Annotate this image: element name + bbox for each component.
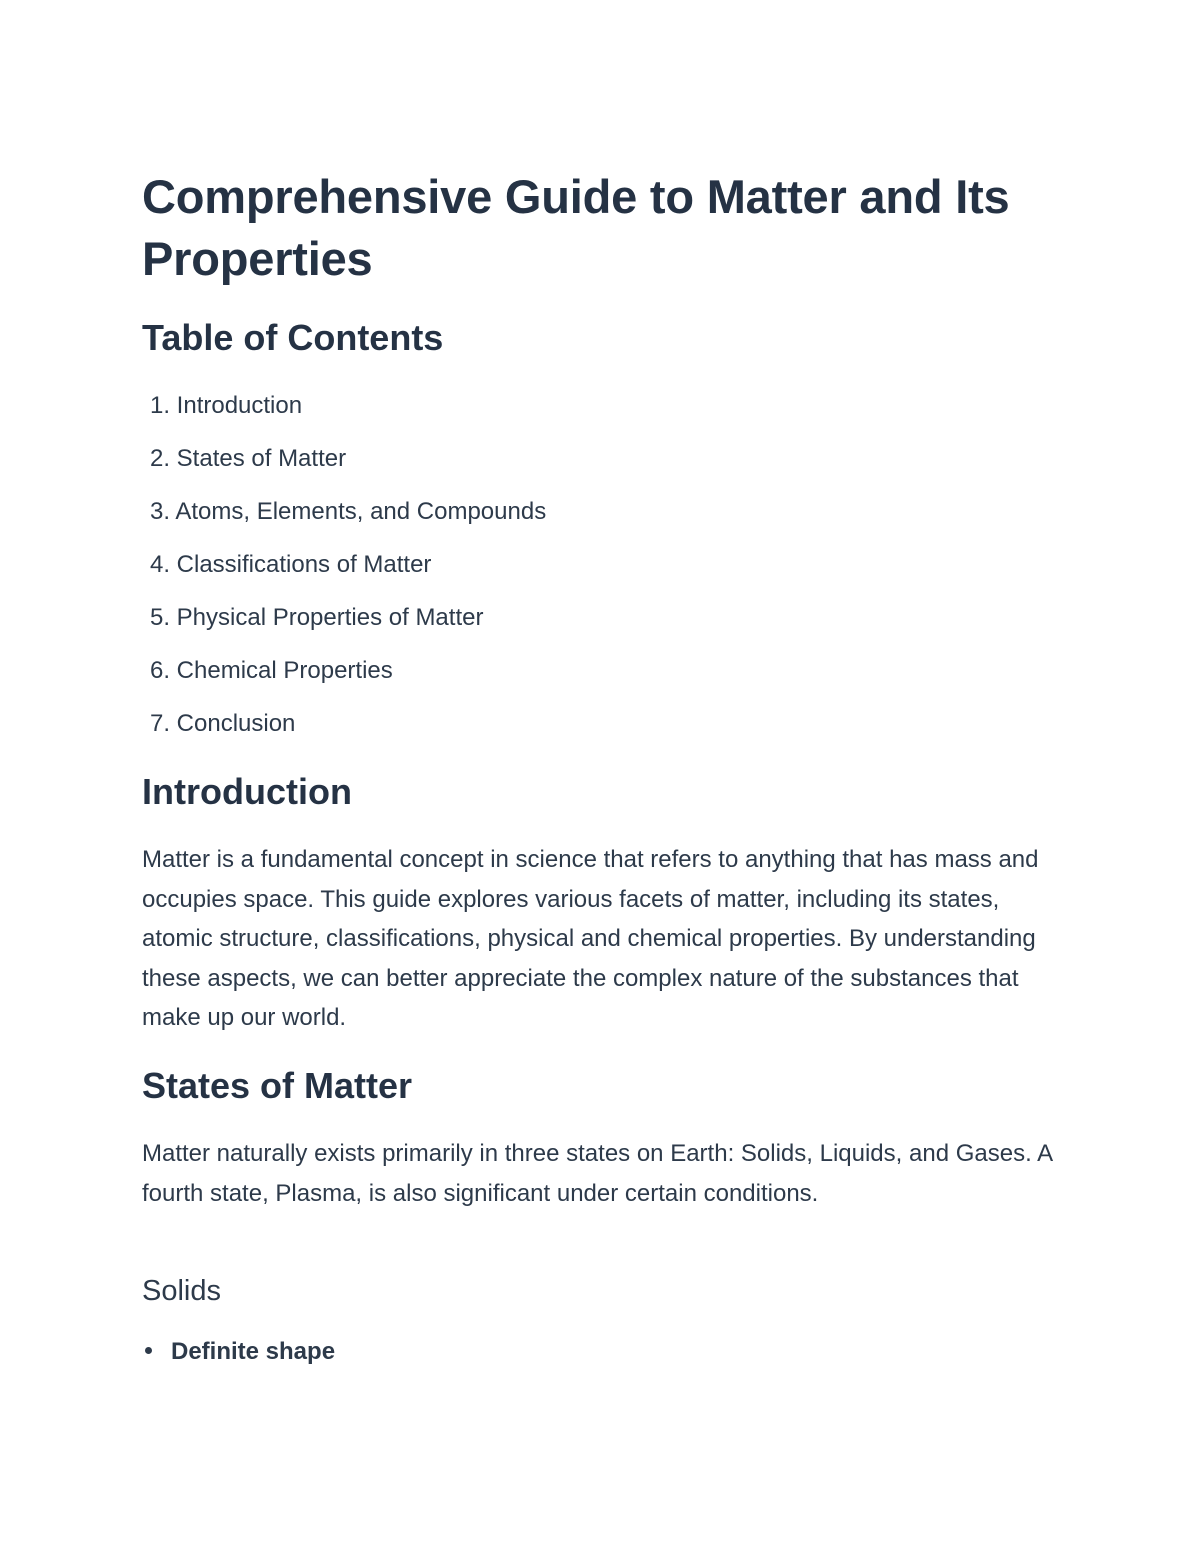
toc-item-label: Atoms, Elements, and Compounds	[175, 498, 547, 525]
toc-heading: Table of Contents	[142, 317, 444, 358]
list-item	[142, 1333, 335, 1371]
toc-item-number: 7.	[149, 710, 170, 737]
list-item-text: Definite shape	[171, 1338, 336, 1365]
toc-item-atoms-elements-compounds[interactable]	[142, 494, 546, 547]
states-of-matter-heading: States of Matter	[142, 1065, 413, 1106]
toc-item-chemical-properties[interactable]	[142, 653, 546, 706]
toc-item-number: 5.	[149, 604, 170, 631]
document-title: Comprehensive Guide to Matter and Its Properties	[142, 170, 1010, 285]
states-of-matter-paragraph: Matter naturally exists primarily in three states on Earth: Solids, Liquids, and Gases. A fourth state, Plasma, is also significant under certain conditions.	[142, 1140, 1052, 1207]
toc-item-introduction[interactable]	[142, 388, 546, 441]
toc-item-label: States of Matter	[176, 445, 347, 472]
toc-item-number: 3.	[149, 498, 170, 525]
toc-item-label: Introduction	[176, 392, 303, 419]
toc-item-physical-properties[interactable]	[142, 600, 546, 653]
toc-item-label: Physical Properties of Matter	[176, 604, 484, 631]
toc-item-label: Conclusion	[176, 710, 296, 737]
solids-heading: Solids	[142, 1275, 221, 1307]
introduction-heading: Introduction	[142, 771, 352, 812]
toc-item-number: 2.	[149, 445, 170, 472]
toc-item-states-of-matter[interactable]	[142, 441, 546, 494]
toc-item-classifications-of-matter[interactable]	[142, 547, 546, 600]
table-of-contents	[142, 388, 546, 759]
toc-item-label: Chemical Properties	[176, 657, 393, 684]
bullet-icon	[145, 1347, 152, 1354]
introduction-paragraph: Matter is a fundamental concept in science that refers to anything that has mass and occupies space. This guide explores various facets of matter, including its states, atomic structure, classifications, physical and chemical properties. By understanding these aspects, we can better appreciate the complex nature of the substances that make up our world.	[142, 846, 1039, 1032]
toc-item-number: 4.	[149, 551, 170, 578]
solids-bullet-list	[142, 1333, 335, 1371]
toc-item-label: Classifications of Matter	[176, 551, 432, 578]
toc-item-conclusion[interactable]	[142, 706, 546, 759]
toc-item-number: 6.	[149, 657, 170, 684]
toc-item-number: 1.	[149, 392, 170, 419]
